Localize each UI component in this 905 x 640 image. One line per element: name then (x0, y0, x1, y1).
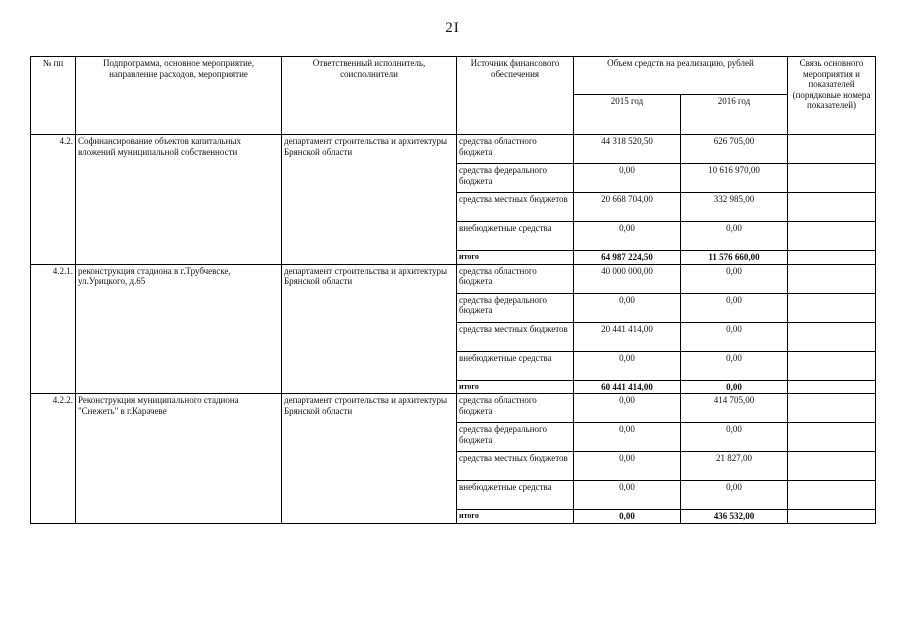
value-2016-cell: 436 532,00 (681, 510, 788, 524)
header-year-2016: 2016 год (681, 95, 788, 135)
table-body (31, 135, 876, 524)
link-cell (788, 322, 876, 351)
value-2016-cell: 0,00 (681, 222, 788, 251)
value-2016-cell: 0,00 (681, 293, 788, 322)
value-2016-cell: 0,00 (681, 351, 788, 380)
table-row (31, 264, 876, 293)
value-2015-cell: 20 668 704,00 (574, 193, 681, 222)
value-2015-cell: 0,00 (574, 351, 681, 380)
source-cell: средства федерального бюджета (457, 423, 574, 452)
header-program: Подпрограмма, основное мероприятие, направление расходов, мероприятие (76, 57, 282, 135)
source-cell: средства местных бюджетов (457, 193, 574, 222)
table-row (31, 394, 876, 423)
link-cell (788, 193, 876, 222)
value-2016-cell: 0,00 (681, 380, 788, 394)
value-2015-cell: 40 000 000,00 (574, 264, 681, 293)
value-2015-cell: 44 318 520,50 (574, 135, 681, 164)
link-cell (788, 481, 876, 510)
value-2016-cell: 0,00 (681, 481, 788, 510)
source-cell: средства федерального бюджета (457, 164, 574, 193)
value-2016-cell: 626 705,00 (681, 135, 788, 164)
link-cell (788, 452, 876, 481)
value-2015-cell: 60 441 414,00 (574, 380, 681, 394)
row-number: 4.2. (31, 135, 76, 265)
row-number: 4.2.2. (31, 394, 76, 524)
value-2016-cell: 0,00 (681, 322, 788, 351)
link-cell (788, 164, 876, 193)
value-2016-cell: 21 827,00 (681, 452, 788, 481)
executor-cell: департамент строительства и архитектуры Брянской области (282, 264, 457, 394)
value-2016-cell: 414 705,00 (681, 394, 788, 423)
link-cell (788, 251, 876, 265)
value-2015-cell: 20 441 414,00 (574, 322, 681, 351)
link-cell (788, 293, 876, 322)
executor-cell: департамент строительства и архитектуры Брянской области (282, 135, 457, 265)
value-2016-cell: 11 576 660,00 (681, 251, 788, 265)
value-2015-cell: 0,00 (574, 394, 681, 423)
value-2015-cell: 0,00 (574, 164, 681, 193)
source-cell: средства федерального бюджета (457, 293, 574, 322)
program-cell: Софинансирование объектов капитальных вложений муниципальной собственности (76, 135, 282, 265)
source-cell: средства местных бюджетов (457, 322, 574, 351)
executor-cell: департамент строительства и архитектуры Брянской области (282, 394, 457, 524)
header-year-2015: 2015 год (574, 95, 681, 135)
link-cell (788, 222, 876, 251)
source-cell: итого (457, 510, 574, 524)
link-cell (788, 394, 876, 423)
page-number: 2I (445, 20, 460, 36)
source-cell: средства местных бюджетов (457, 452, 574, 481)
value-2016-cell: 332 985,00 (681, 193, 788, 222)
table-row (31, 135, 876, 164)
value-2016-cell: 10 616 970,00 (681, 164, 788, 193)
value-2015-cell: 0,00 (574, 510, 681, 524)
value-2015-cell: 0,00 (574, 423, 681, 452)
value-2015-cell: 0,00 (574, 452, 681, 481)
value-2015-cell: 0,00 (574, 481, 681, 510)
source-cell: средства областного бюджета (457, 135, 574, 164)
header-source: Источник финансового обеспечения (457, 57, 574, 135)
source-cell: средства областного бюджета (457, 264, 574, 293)
value-2015-cell: 64 987 224,50 (574, 251, 681, 265)
header-executor: Ответственный исполнитель, соисполнители (282, 57, 457, 135)
link-cell (788, 135, 876, 164)
source-cell: итого (457, 251, 574, 265)
program-cell: Реконструкция муниципального стадиона "Снежеть" в г.Карачеве (76, 394, 282, 524)
value-2015-cell: 0,00 (574, 293, 681, 322)
header-link: Связь основного мероприятия и показателей (порядковые номера показателей) (788, 57, 876, 135)
financing-table (30, 56, 876, 524)
value-2016-cell: 0,00 (681, 423, 788, 452)
value-2015-cell: 0,00 (574, 222, 681, 251)
link-cell (788, 510, 876, 524)
link-cell (788, 423, 876, 452)
source-cell: внебюджетные средства (457, 351, 574, 380)
program-cell: реконструкция стадиона в г.Трубчевске, ул.Урицкого, д.65 (76, 264, 282, 394)
source-cell: внебюджетные средства (457, 481, 574, 510)
header-num: № пп (31, 57, 76, 135)
header-volume: Объем средств на реализацию, рублей (574, 57, 788, 95)
row-number: 4.2.1. (31, 264, 76, 394)
source-cell: итого (457, 380, 574, 394)
source-cell: внебюджетные средства (457, 222, 574, 251)
link-cell (788, 380, 876, 394)
source-cell: средства областного бюджета (457, 394, 574, 423)
link-cell (788, 264, 876, 293)
value-2016-cell: 0,00 (681, 264, 788, 293)
link-cell (788, 351, 876, 380)
